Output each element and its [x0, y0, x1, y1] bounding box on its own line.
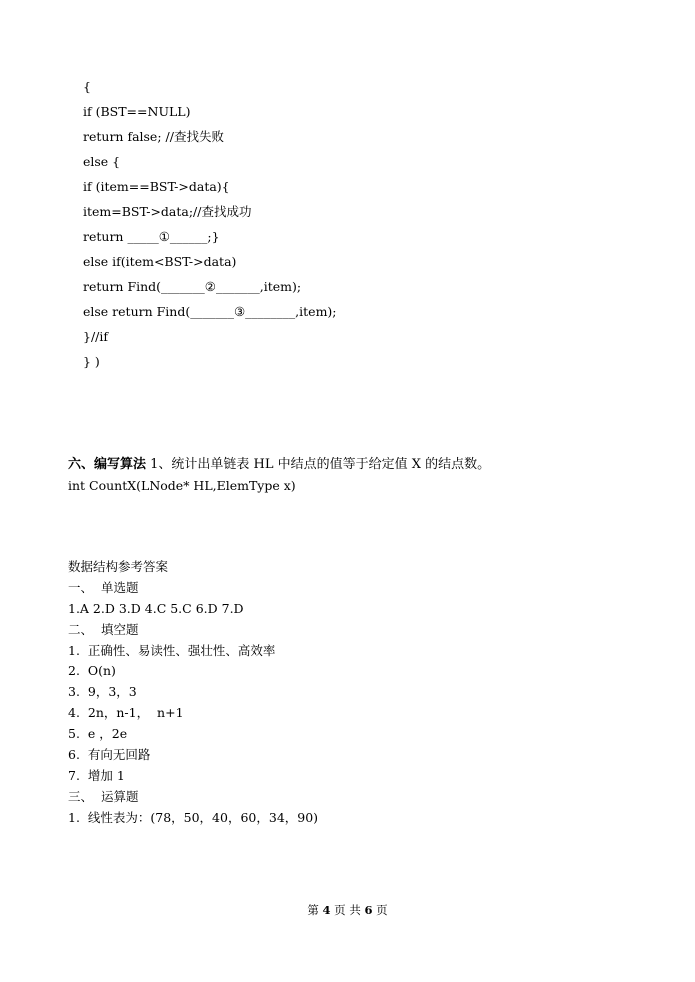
section-six-text: 1、统计出单链表 HL 中结点的值等于给定值 X 的结点数。	[146, 457, 491, 472]
footer-prefix: 第	[307, 903, 323, 917]
footer-suffix: 页	[372, 903, 388, 917]
code-line: {	[83, 79, 91, 94]
code-line: }//if	[83, 329, 108, 344]
answer-line: 2. O(n)	[68, 663, 116, 679]
code-line: else {	[83, 154, 121, 169]
answer-line: 1. 线性表为：(78，50，40，60，34，90)	[68, 809, 319, 825]
section-six	[68, 454, 490, 476]
answers-title: 数据结构参考答案	[68, 559, 169, 574]
code-line: return Find(_______②_______,item);	[83, 279, 302, 294]
footer-page-number: 4	[322, 903, 331, 917]
answer-line: 1.A 2.D 3.D 4.C 5.C 6.D 7.D	[68, 600, 244, 616]
footer-middle: 页 共	[330, 903, 365, 917]
code-line: if (item==BST->data){	[83, 179, 230, 194]
code-line: if (BST==NULL)	[83, 104, 191, 119]
answer-line: 一、 单选题	[68, 579, 139, 595]
page-footer	[0, 902, 695, 918]
answer-line: 1. 正确性、易读性、强壮性、高效率	[68, 642, 276, 658]
code-line: return _____①______;}	[83, 229, 220, 244]
code-line: else return Find(_______③________,item);	[83, 304, 337, 319]
footer-total-pages: 6	[364, 903, 373, 917]
answer-line: 7. 增加 1	[68, 767, 125, 783]
answers-section	[68, 557, 318, 829]
code-line: return false; //查找失败	[83, 129, 224, 144]
function-signature: int CountX(LNode* HL,ElemType x)	[68, 478, 296, 493]
answer-line: 3. 9，3，3	[68, 684, 137, 700]
answer-line: 二、 填空题	[68, 621, 139, 637]
answer-line: 6. 有向无回路	[68, 747, 151, 763]
section-six-heading: 六、编写算法	[68, 457, 147, 472]
answer-line: 三、 运算题	[68, 788, 139, 804]
answer-line: 5. e ，2e	[68, 726, 128, 742]
code-line: item=BST->data;//查找成功	[83, 204, 252, 219]
code-block	[83, 74, 337, 374]
answer-line: 4. 2n，n-1， n+1	[68, 705, 184, 721]
code-line: else if(item<BST->data)	[83, 254, 237, 269]
code-line: } )	[83, 354, 100, 369]
